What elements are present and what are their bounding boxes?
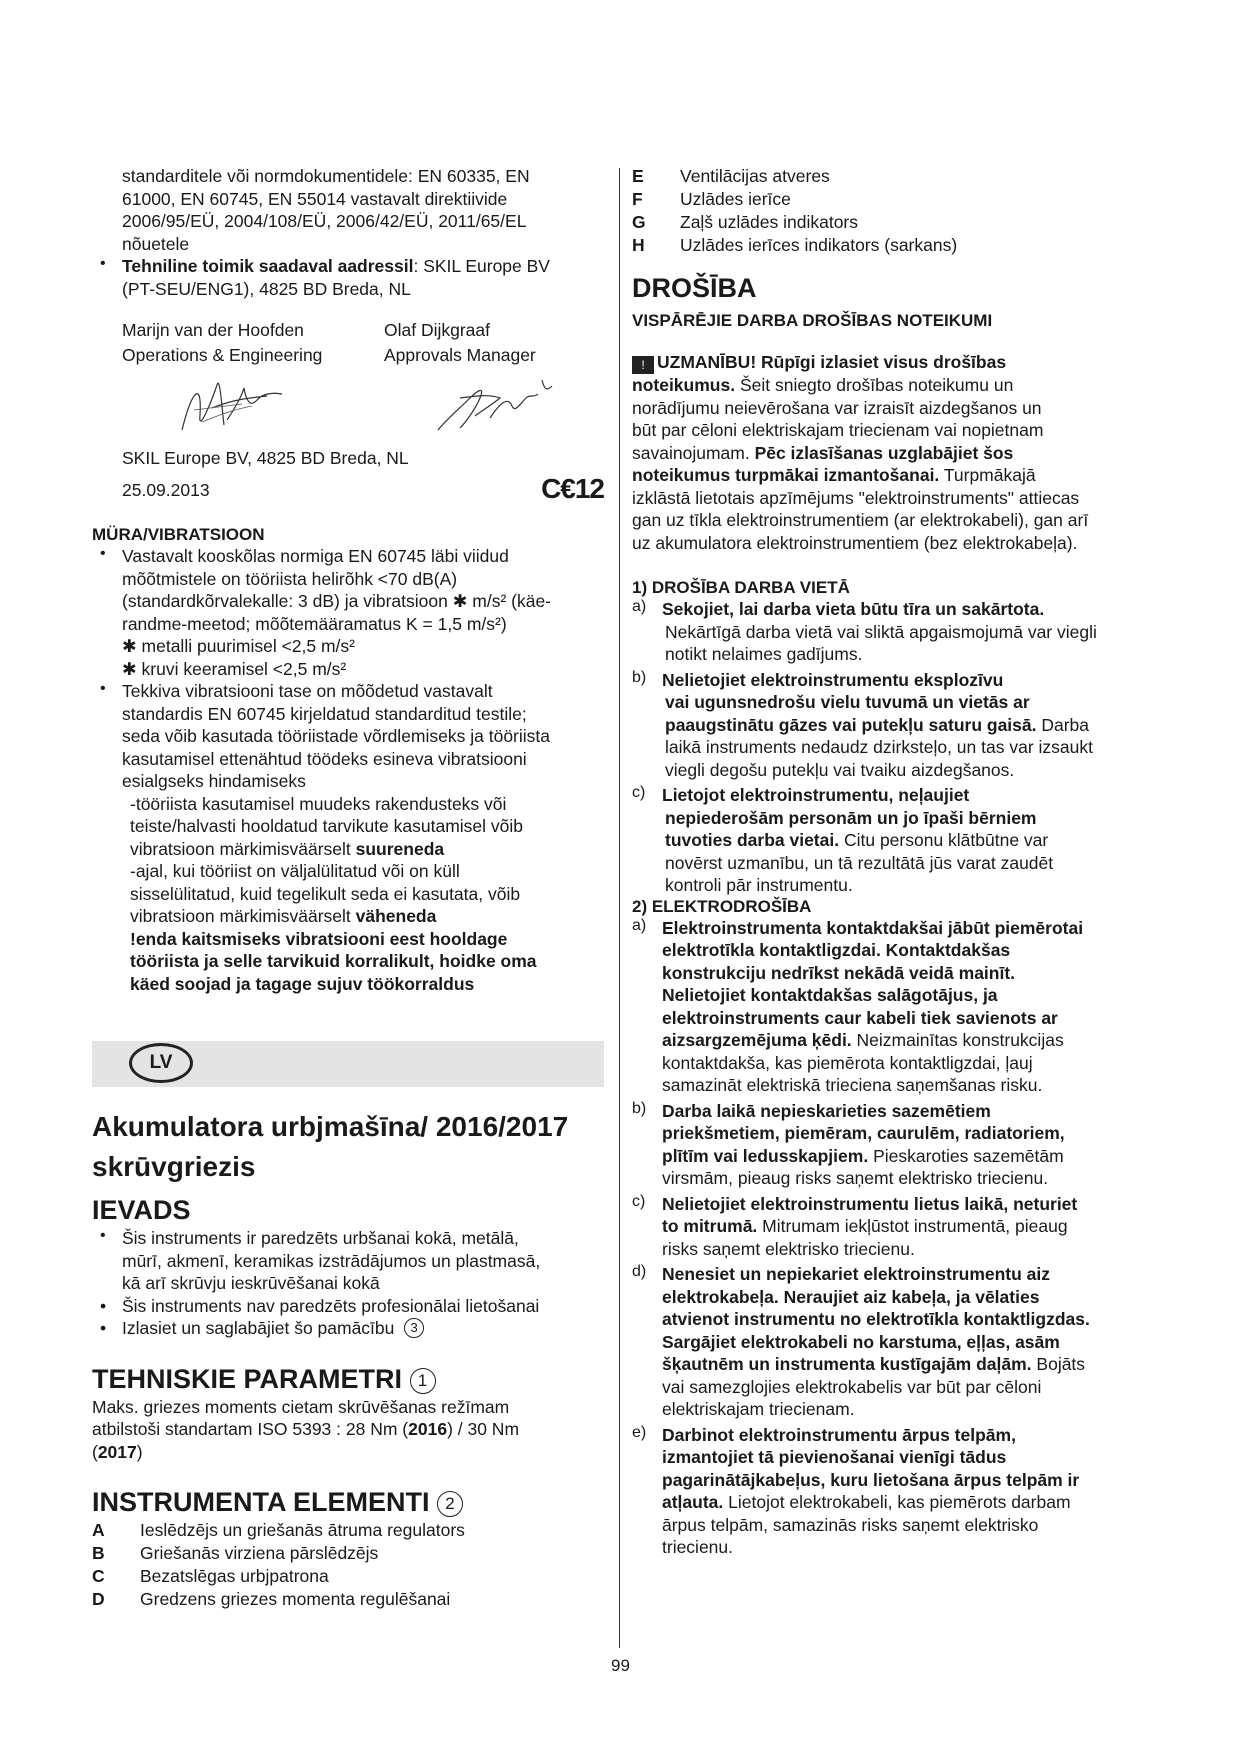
left-column [92, 165, 604, 1611]
text-line: teiste/halvasti hooldatud tarvikute kasutamisel võib [130, 816, 523, 836]
warning-paragraph [632, 351, 1152, 554]
rule-2c [632, 1193, 1152, 1261]
signer1-name: Marijn van der Hoofden [122, 320, 304, 340]
bold-span: noteikumus turpmākai izmantošanai. [632, 465, 940, 485]
text-line: standardis EN 60745 kirjeldatud standarditud testile; [122, 703, 527, 724]
text-line: -ajal, kui tööriist on väljalülitatud või on küll [130, 861, 460, 881]
bold-span: Pēc izlasīšanas uzglabājiet šos [754, 442, 1014, 463]
text-line: Maks. griezes moments cietam skrūvēšanas režīmam [92, 1396, 510, 1417]
general-safety-heading: VISPĀRĒJIE DARBA DROŠĪBAS NOTEIKUMI [632, 311, 993, 330]
bold-span: väheneda [355, 906, 437, 926]
bold-span: tuvoties darba vietai. [665, 830, 840, 850]
text-line: kontroli pār instrumentu. [665, 875, 853, 895]
text-line: notikt nelaimes gadījums. [665, 644, 863, 664]
text-line: kasutamisel ettenähtud töödeks esineva vibratsiooni [122, 748, 527, 769]
bold-line: atvienot instrumentu no elektrotīkla kontaktligzdas. [662, 1309, 1090, 1329]
text-line: viegli degošu putekļu vai tvaiku aizdegšanos. [665, 759, 1015, 780]
text-span: Darba [1036, 714, 1090, 735]
bold-line: elektrotīkla kontaktligzdai. Kontaktdakšas [662, 940, 1011, 960]
tech-file-bullet [92, 255, 604, 300]
rule-2a [632, 917, 1152, 1097]
bold-line: vai ugunsnedrošu vielu tuvumā un vietās ar [665, 692, 1030, 712]
part-key: D [92, 1589, 105, 1609]
text-line: • Vastavalt kooskõlas normiga EN 60745 läbi viidud [122, 546, 509, 566]
noise-heading: MÜRA/VIBRATSIOON [92, 525, 265, 544]
text-line: elektriskajam triecienam. [662, 1399, 855, 1419]
text-line: triecienu. [662, 1537, 734, 1557]
part-label: Uzlādes ierīces indikators (sarkans) [680, 235, 958, 255]
bold-span: plītīm vai ledusskapjiem. [662, 1145, 869, 1166]
figure-ref-2: 2 [437, 1491, 463, 1517]
text-span: Pieskaroties sazemētām [868, 1145, 1064, 1166]
bold-line: Nenesiet un nepiekariet elektroinstrumentu aiz [662, 1264, 1051, 1284]
text-line: seda võib kasutada tööriistade võrdlemiseks ja tööriista [122, 726, 550, 746]
part-key: B [92, 1543, 105, 1563]
warning-triangle-icon: ! [632, 356, 654, 374]
bold-span: atļauta. [662, 1492, 724, 1512]
bold-line: elektrokabeļa. Neraujiet aiz kabeļa, ja vēlaties [662, 1286, 1040, 1307]
text-line: uz akumulatora elektroinstrumentiem (bez elektrokabeļa). [632, 532, 1078, 553]
text-line: kā arī skrūvju ieskrūvēšanai kokā [122, 1273, 380, 1293]
text-line: mūrī, akmenī, keramikas izstrādājumos un plastmasā, [122, 1250, 541, 1271]
bold-span: noteikumus. [632, 375, 736, 395]
noise-bullet-2 [92, 680, 604, 793]
bold-line: pagarinātājkabeļus, kuru lietošana ārpus telpām ir [662, 1469, 1080, 1490]
company-address: SKIL Europe BV, 4825 BD Breda, NL [122, 448, 409, 468]
text-span: Izlasiet un saglabājiet šo pamācību [122, 1318, 395, 1338]
item-label: c) [632, 1192, 646, 1210]
bold-span: 2017 [97, 1441, 137, 1462]
tech-file-address: (PT-SEU/ENG1), 4825 BD Breda, NL [122, 278, 411, 299]
noise-warning [92, 928, 604, 996]
right-column [632, 165, 1152, 1559]
bold-line: nepiederošām personām un jo īpaši bērniem [665, 807, 1037, 828]
text-line: standarditele või normdokumentidele: EN 60335, EN [122, 166, 530, 186]
bold-line: Elektroinstrumenta kontaktdakšai jābūt piemērotai [662, 917, 1084, 938]
declaration-text [92, 165, 604, 255]
text-line: ✱ metalli puurimisel <2,5 m/s² [122, 636, 355, 656]
signer-names [122, 318, 604, 368]
part-key: E [632, 166, 644, 186]
text-span: vibratsioon märkimisväärselt [130, 906, 356, 926]
bold-line: priekšmetiem, piemēram, caurulēm, radiatoriem, [662, 1123, 1065, 1143]
text-span: savainojumam. [632, 442, 755, 463]
bold-line: Nelietojiet elektroinstrumentu eksplozīvu [662, 669, 1004, 690]
text-span: Šeit sniegto drošības noteikumu un [735, 375, 1014, 395]
signer1-role: Operations & Engineering [122, 345, 323, 365]
part-key: C [92, 1566, 105, 1586]
ce-mark: C€12 [541, 473, 604, 504]
signer2-role: Approvals Manager [384, 345, 536, 365]
text-line: ārpus telpām, samazinās risks saņemt elektrisko [662, 1514, 1039, 1535]
part-label: Ventilācijas atveres [680, 166, 830, 186]
text-line: • Šis instruments ir paredzēts urbšanai kokā, metālā, [122, 1228, 519, 1248]
text-line: tööriista ja selle tarvikuid korralikult, hoidke oma [130, 951, 537, 971]
item-label: d) [632, 1263, 647, 1280]
signer2-name: Olaf Dijkgraaf [384, 320, 491, 340]
text-line: nõuetele [122, 233, 190, 254]
bold-line: izmantojiet tā pievienošanai vienīgi tādus [662, 1447, 1007, 1467]
part-label: Uzlādes ierīce [680, 189, 791, 209]
rule-1b [632, 669, 1152, 782]
noise-sub-increase [92, 793, 604, 861]
item-label: b) [632, 668, 647, 686]
signature-1-icon [172, 370, 292, 440]
company-date-row [122, 443, 604, 505]
tech-params-text: Maks. griezes moments cietam skrūvēšanas režīmam atbilstoši standartam ISO 5393 : 28 Nm (2016) / 30 Nm (2017) [92, 1396, 604, 1464]
text-span: Mitrumam iekļūstot instrumentā, pieaug [757, 1216, 1068, 1236]
text-span: atbilstoši standartam ISO 5393 : 28 Nm ( [92, 1419, 409, 1439]
noise-sub-decrease [92, 860, 604, 928]
heading-text: INSTRUMENTA ELEMENTI [92, 1487, 430, 1517]
electrical-safety-heading: 2) ELEKTRODROŠĪBA [632, 896, 812, 916]
text-line: 61000, EN 60745, EN 55014 vastavalt direktiivide [122, 188, 508, 209]
bold-line: Nelietojiet elektroinstrumentu lietus laikā, neturiet [662, 1193, 1078, 1214]
part-key: G [632, 212, 646, 232]
part-key: A [92, 1520, 105, 1540]
heading-text: TEHNISKIE PARAMETRI [92, 1363, 403, 1394]
text-line: Nekārtīgā darba vietā vai sliktā apgaismojumā var viegli [665, 621, 1097, 642]
bold-line: Sargājiet elektrokabeli no karstuma, eļļas, asām [662, 1331, 1060, 1352]
bold-span: suureneda [355, 838, 445, 859]
text-line: risks saņemt elektrisko triecienu. [662, 1238, 915, 1259]
text-span: Lietojot elektrokabeli, kas piemērots darbam [723, 1492, 1071, 1512]
text-line: gan uz tīkla elektroinstrumentiem (ar elektrokabeli), gan arī [632, 510, 1089, 530]
declaration-date: 25.09.2013 [122, 480, 210, 500]
bold-line: konstrukciju nedrīkst nekādā veidā mainīt. [662, 962, 1016, 983]
text-line: 2006/95/EÜ, 2004/108/EÜ, 2006/42/EÜ, 2011/65/EL [122, 211, 527, 231]
parts-list-right [632, 165, 1152, 257]
item-label: a) [632, 598, 647, 615]
bold-line: Sekojiet, lai darba vieta būtu tīra un sakārtota. [662, 599, 1045, 619]
bold-line: Darbinot elektroinstrumentu ārpus telpām, [662, 1424, 1016, 1445]
bold-span: to mitrumā. [662, 1216, 758, 1236]
text-line: ✱ kruvi keeramisel <2,5 m/s² [122, 658, 347, 679]
text-line: virsmām, pieaug risks saņemt elektrisko triecienu. [662, 1168, 1049, 1188]
text-span: Bojāts [1031, 1354, 1086, 1374]
text-line: kontaktdakša, kas piemērota kontaktligzdai, ļauj [662, 1052, 1033, 1073]
item-label: e) [632, 1423, 647, 1441]
text-line: sisselülitatud, kuid tegelikult seda ei kasutata, võib [130, 883, 521, 904]
text-span: vibratsioon märkimisväärselt [130, 838, 356, 859]
text-line: novērst uzmanību, un tā rezultātā jūs varat zaudēt [665, 852, 1054, 873]
bold-line: Lietojot elektroinstrumentu, neļaujiet [662, 785, 970, 805]
bold-line: elektroinstruments caur kabeli tiek savienots ar [662, 1007, 1058, 1028]
signature-2-icon [430, 368, 560, 440]
text-line: būt par cēloni elektriskajam triecienam vai nopietnam [632, 420, 1044, 440]
safety-heading: DROŠĪBA [632, 273, 757, 303]
text-line: izklāstā lietotais apzīmējums "elektroinstruments" attiecas [632, 487, 1080, 508]
column-divider [619, 168, 620, 1648]
item-label: a) [632, 916, 647, 934]
intro-heading: IEVADS [92, 1195, 191, 1225]
part-label: Gredzens griezes momenta regulēšanai [140, 1589, 451, 1609]
item-label: c) [632, 784, 646, 801]
text-span: ) / 30 Nm [447, 1419, 520, 1439]
text-span: Citu personu klātbūtne var [839, 830, 1049, 850]
text-line: -tööriista kasutamisel muudeks rakendusteks või [130, 793, 507, 814]
part-key: H [632, 235, 645, 255]
text-span: Neizmainītas konstrukcijas [851, 1030, 1064, 1050]
bold-span: UZMANĪBU! Rūpīgi izlasiet visus drošības [657, 352, 1007, 372]
bold-line: Nelietojiet kontaktdakšas salāgotājus, ja [662, 985, 998, 1005]
page-number: 99 [611, 1656, 630, 1675]
tech-params-heading [92, 1362, 604, 1396]
item-label: b) [632, 1099, 647, 1117]
intro-bullet-1 [92, 1227, 604, 1295]
rule-1a [632, 598, 1152, 666]
tech-file-label: Tehniline toimik saadaval aadressil [122, 256, 414, 276]
text-line: esialgseks hindamiseks [122, 771, 306, 791]
language-bar [92, 1041, 604, 1087]
part-label: Griešanās virziena pārslēdzējs [140, 1543, 379, 1563]
intro-bullet-3 [92, 1317, 604, 1340]
text-line: • Tekkiva vibratsiooni tase on mõõdetud vastavalt [122, 681, 493, 701]
bold-span: paaugstinātu gāzes vai putekļu saturu gaisā. [665, 714, 1037, 735]
part-label: Bezatslēgas urbjpatrona [140, 1566, 329, 1586]
part-key: F [632, 189, 643, 209]
text-line: mõõtmistele on tööriista helirõhk <70 dB(A) [122, 568, 458, 589]
text-line: randme-meetod; mõõtemääramatus K = 1,5 m/s²) [122, 613, 507, 634]
figure-ref-3: 3 [404, 1318, 424, 1338]
bold-span: šķautnēm un instrumenta kustīgajām daļām. [662, 1354, 1032, 1374]
title-line: Akumulatora urbjmašīna/ 2016/2017 [92, 1111, 569, 1142]
intro-bullet-2: • Šis instruments nav paredzēts profesionālai lietošanai [92, 1295, 604, 1318]
signatures [122, 368, 604, 443]
tech-file-text: : SKIL Europe BV [413, 256, 550, 276]
text-line: !enda kaitsmiseks vibratsiooni eest hooldage [130, 928, 508, 949]
text-line: vai samezglojies elektrokabelis var būt par cēloni [662, 1376, 1042, 1397]
text-line: norādījumu neievērošana var izraisīt aizdegšanos un [632, 397, 1042, 418]
rule-2d [632, 1263, 1152, 1421]
rule-1c [632, 784, 1152, 897]
figure-ref-1: 1 [410, 1368, 436, 1394]
bold-span: aizsargzemējuma ķēdi. [662, 1030, 852, 1050]
part-label: Zaļš uzlādes indikators [680, 212, 858, 232]
text-line: (standardkõrvalekalle: 3 dB) ja vibratsioon ✱ m/s² (käe- [122, 591, 551, 611]
workplace-safety-heading: 1) DROŠĪBA DARBA VIETĀ [632, 578, 850, 597]
product-title [92, 1107, 604, 1187]
parts-list-left [92, 1519, 604, 1611]
bold-line: Darba laikā nepieskarieties sazemētiem [662, 1100, 991, 1121]
language-badge: LV [129, 1043, 193, 1083]
noise-bullet-1 [92, 545, 604, 680]
rule-2b [632, 1100, 1152, 1190]
text-span: Turpmākajā [939, 465, 1036, 485]
text-line: samazināt elektriskā trieciena saņemšanas risku. [662, 1075, 1043, 1095]
elements-heading [92, 1485, 604, 1519]
text-line: käed soojad ja tagage sujuv töökorraldus [130, 973, 475, 994]
text-line: laikā instruments nedaudz dzirksteļo, un tas var izsaukt [665, 737, 1093, 757]
bold-span: 2016 [408, 1419, 448, 1439]
part-label: Ieslēdzējs un griešanās ātruma regulators [140, 1520, 465, 1540]
rule-2e [632, 1424, 1152, 1559]
title-line: skrūvgriezis [92, 1151, 256, 1182]
